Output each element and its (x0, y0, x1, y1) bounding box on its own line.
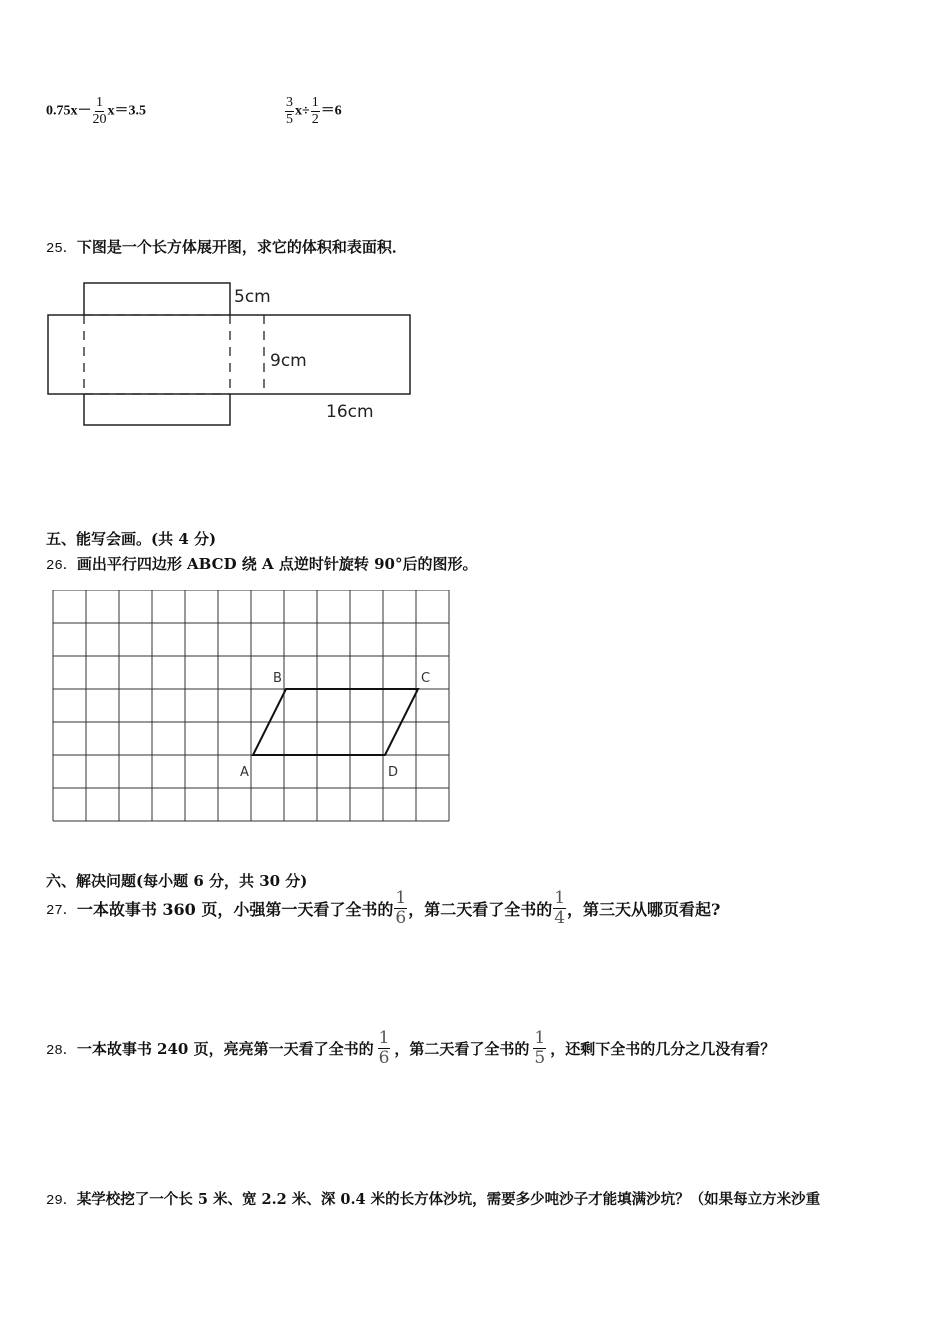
equation-2-middle: x÷ (295, 103, 310, 119)
grid-lines (53, 590, 449, 821)
label-height: 9cm (270, 351, 307, 371)
question-28-fraction-2 (533, 1030, 546, 1067)
equation-1 (46, 96, 146, 127)
fraction-numerator: 1 (534, 1028, 546, 1048)
question-27-fraction-1 (394, 890, 407, 927)
question-27-fraction-2 (553, 890, 566, 927)
fraction-denominator: 6 (395, 908, 407, 928)
equation-1-prefix: 0.75x－ (46, 103, 92, 119)
equation-2-fraction-1 (285, 96, 294, 127)
question-text-part-3: ，还剩下全书的几分之几没有看？ (550, 1040, 776, 1058)
point-label-a: A (240, 765, 249, 780)
fraction-denominator: 5 (534, 1048, 546, 1068)
fold-lines (84, 315, 264, 394)
box-net-diagram (0, 270, 430, 435)
point-label-b: B (273, 671, 282, 686)
question-text-part-1: 一本故事书 240 页，亮亮第一天看了全书的 (76, 1040, 374, 1058)
question-number: 27． (46, 902, 77, 919)
label-depth: 5cm (234, 287, 271, 307)
question-text: 某学校挖了一个长 5 米、宽 2.2 米、深 0.4 米的长方体沙坑，需要多少吨沙子才能填满沙坑？（如果每立方米沙重 (76, 1191, 821, 1208)
fraction-denominator: 2 (311, 112, 319, 127)
fraction-denominator: 4 (554, 908, 566, 928)
equation-1-fraction (93, 96, 107, 127)
label-length: 16cm (326, 402, 374, 422)
fraction-numerator: 1 (395, 888, 407, 908)
question-28 (46, 1030, 775, 1067)
fraction-denominator: 20 (92, 112, 107, 127)
fraction-numerator: 1 (96, 95, 103, 110)
question-text-part-2: ，第二天看了全书的 (408, 900, 553, 919)
fraction-denominator: 6 (378, 1048, 390, 1068)
section-6-title: 六、解决问题(每小题 6 分，共 30 分) (46, 872, 308, 890)
question-29 (46, 1188, 820, 1209)
fraction-numerator: 1 (554, 888, 566, 908)
top-flap (84, 283, 230, 315)
equation-2 (284, 96, 342, 127)
grid-diagram (50, 590, 456, 826)
question-text: 下图是一个长方体展开图，求它的体积和表面积． (76, 238, 407, 256)
fraction-numerator: 1 (378, 1028, 390, 1048)
main-strip (48, 315, 410, 394)
question-text-part-1: 一本故事书 360 页，小强第一天看了全书的 (76, 900, 394, 919)
equation-2-suffix: ＝6 (320, 103, 342, 119)
point-label-d: D (388, 765, 399, 780)
equation-1-suffix: x＝3.5 (107, 103, 146, 119)
question-number: 28． (46, 1042, 77, 1059)
question-27 (46, 890, 720, 927)
question-number: 29． (46, 1193, 77, 1209)
question-28-fraction-1 (378, 1030, 391, 1067)
question-text-part-3: ，第三天从哪页看起? (567, 900, 721, 919)
equation-2-fraction-2 (311, 96, 320, 127)
question-26 (46, 553, 477, 574)
fraction-numerator: 3 (286, 95, 293, 110)
question-text: 画出平行四边形 ABCD 绕 A 点逆时针旋转 90°后的图形。 (76, 555, 478, 573)
question-25 (46, 236, 407, 257)
fraction-numerator: 1 (311, 95, 319, 110)
question-number: 26． (46, 558, 77, 574)
section-5-title: 五、能写会画。(共 4 分) (46, 530, 217, 548)
bottom-flap (84, 394, 230, 425)
fraction-denominator: 5 (286, 112, 293, 127)
question-number: 25． (46, 241, 77, 257)
question-text-part-2: ，第二天看了全书的 (394, 1040, 530, 1058)
point-label-c: C (421, 671, 431, 686)
